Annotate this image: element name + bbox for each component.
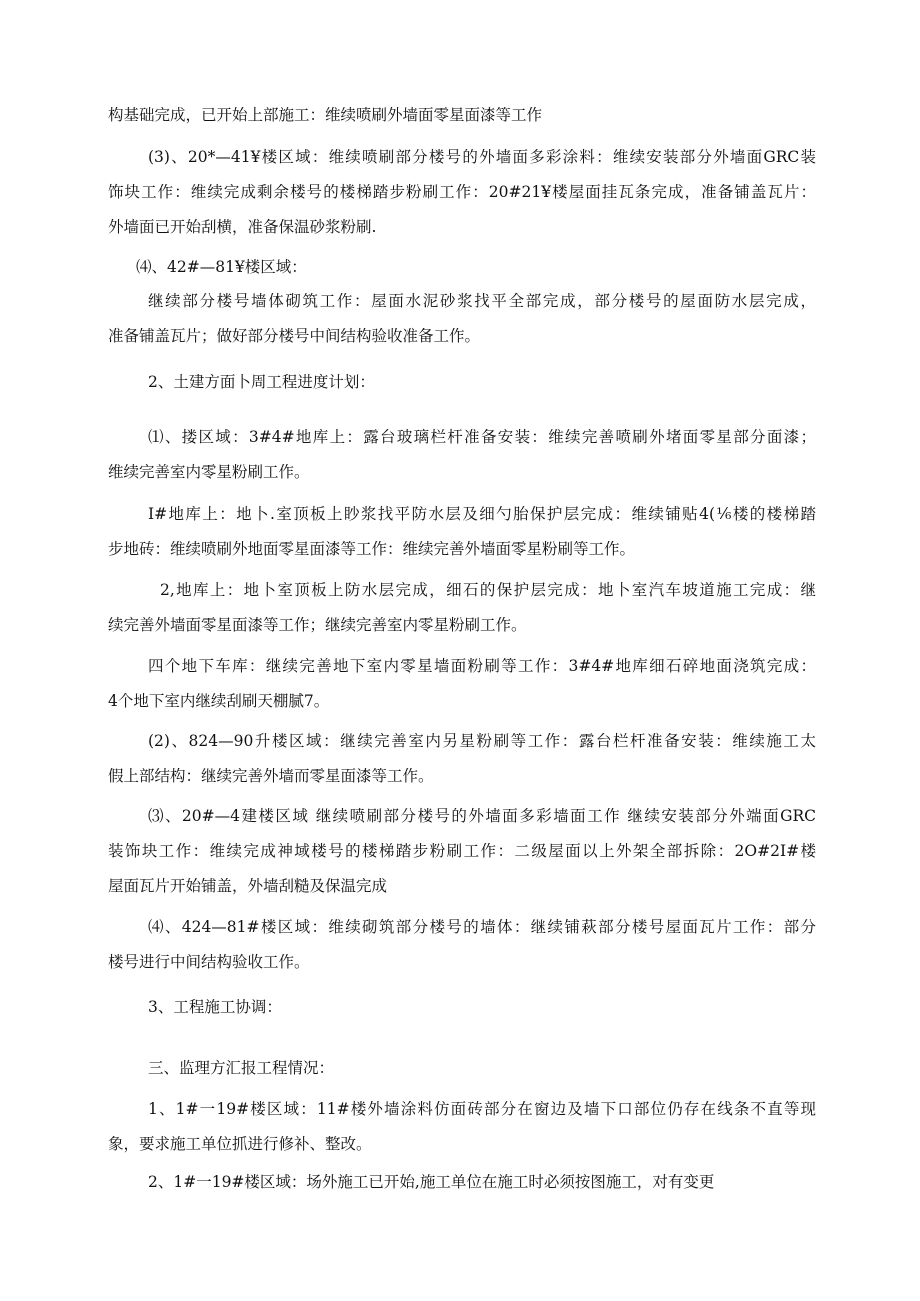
paragraph-5 bbox=[108, 365, 816, 400]
text-line: 2、1#一19#楼区域：场外施工已开始,施工单位在施工时必须按图施工，对有变更 bbox=[148, 1173, 715, 1191]
paragraph-2 bbox=[108, 140, 816, 245]
text-line: 3、工程施工协调： bbox=[148, 998, 282, 1016]
text-line: 续完善外墙面零星面漆等工作；继续完善室内零星粉刷工作。 bbox=[108, 616, 527, 634]
text-line: 四个地下车库：继续完善地下室内零星墙面粉刷等工作：3#4#地库细石碎地面浇筑完成： bbox=[148, 657, 816, 675]
text-line: 准备铺盖瓦片；做好部分楼号中间结构验收准备工作。 bbox=[108, 327, 481, 345]
text-line: 装饰块工作：维续完成神域楼号的楼梯踏步粉刷工作：二级屋面以上外架全部拆除：2O#2I#楼 bbox=[108, 842, 816, 860]
text-line: I#地库上：地卜.室顶板上眇浆找平防水层及细勺胎保护层完成：维续铺贴4(⅙楼的楼梯踏 bbox=[148, 505, 816, 523]
text-line: ⑷、42#—81¥楼区域： bbox=[136, 258, 307, 276]
paragraph-1 bbox=[108, 98, 816, 133]
paragraph-9 bbox=[108, 649, 816, 719]
paragraph-6 bbox=[108, 420, 816, 490]
text-line: (3)、20*—41¥楼区域：维续喷刷部分楼号的外墙面多彩涂料：维续安装部分外墙面GRC装 bbox=[148, 148, 816, 166]
text-line: 饰块工作：维续完成剩余楼号的楼梯踏步粉刷工作：20#21¥楼屋面挂瓦条完成，准备铺盖瓦片： bbox=[108, 183, 816, 201]
paragraph-4 bbox=[108, 284, 816, 354]
text-line: 屋面瓦片开始铺盖，外墙刮糙及保温完成 bbox=[108, 877, 388, 895]
text-line: ⑴、搂区域：3#4#地库上：露台玻璃栏杆准备安装：维续完善喷刷外堵面零星部分面漆； bbox=[148, 428, 816, 446]
paragraph-7 bbox=[108, 497, 816, 567]
text-line: 楼号进行中间结构验收工作。 bbox=[108, 953, 310, 971]
text-line: 1、1#一19#楼区域：11#楼外墙涂料仿面砖部分在窗边及墙下口部位仍存在线条不直等现 bbox=[148, 1100, 816, 1118]
text-line: 维续完善室内零星粉刷工作。 bbox=[108, 463, 310, 481]
paragraph-14 bbox=[108, 1051, 816, 1086]
text-line: 构基础完成，已开始上部施工：维续喷刷外墙面零星面漆等工作 bbox=[108, 106, 543, 124]
paragraph-16 bbox=[108, 1165, 816, 1200]
paragraph-3 bbox=[108, 250, 816, 285]
paragraph-8 bbox=[108, 573, 816, 643]
text-line: (2)、824—90升楼区域：继续完善室内另星粉刷等工作：露台栏杆准备安装：维续施工太 bbox=[148, 732, 816, 750]
paragraph-15 bbox=[108, 1092, 816, 1162]
text-line: ⑷、424—81#楼区域：维续砌筑部分楼号的墙体：继续铺萩部分楼号屋面瓦片工作：部分 bbox=[148, 918, 816, 936]
text-line: 外墙面已开始刮横，准备保温砂浆粉刷. bbox=[108, 218, 377, 236]
text-line: 三、监理方汇报工程情况： bbox=[148, 1059, 335, 1077]
text-line: 象，要求施工单位抓进行修补、整改。 bbox=[108, 1135, 372, 1153]
text-line: 2,地库上：地卜室顶板上防水层完成，细石的保护层完成：地卜室汽车坡道施工完成：继 bbox=[160, 581, 816, 599]
paragraph-10 bbox=[108, 724, 816, 794]
text-line: 4个地下室内继续刮刷天棚腻7。 bbox=[108, 692, 330, 710]
text-line: 继续部分楼号墙体砌筑工作：屋面水泥砂浆找平全部完成，部分楼号的屋面防水层完成， bbox=[148, 292, 816, 310]
paragraph-13 bbox=[108, 990, 816, 1025]
paragraph-12 bbox=[108, 910, 816, 980]
paragraph-11 bbox=[108, 799, 816, 904]
text-line: ⑶、20#—4建楼区域 继续喷刷部分楼号的外墙面多彩墙面工作 继续安装部分外端面GRC bbox=[148, 807, 816, 825]
text-line: 假上部结构：继续完善外墙而零星面漆等工作。 bbox=[108, 767, 434, 785]
text-line: 步地砖：维续喷刷外地面零星面漆等工作：维续完善外墙面零星粉刷等工作。 bbox=[108, 540, 636, 558]
text-line: 2、土建方面卜周工程进度计划： bbox=[148, 373, 375, 391]
